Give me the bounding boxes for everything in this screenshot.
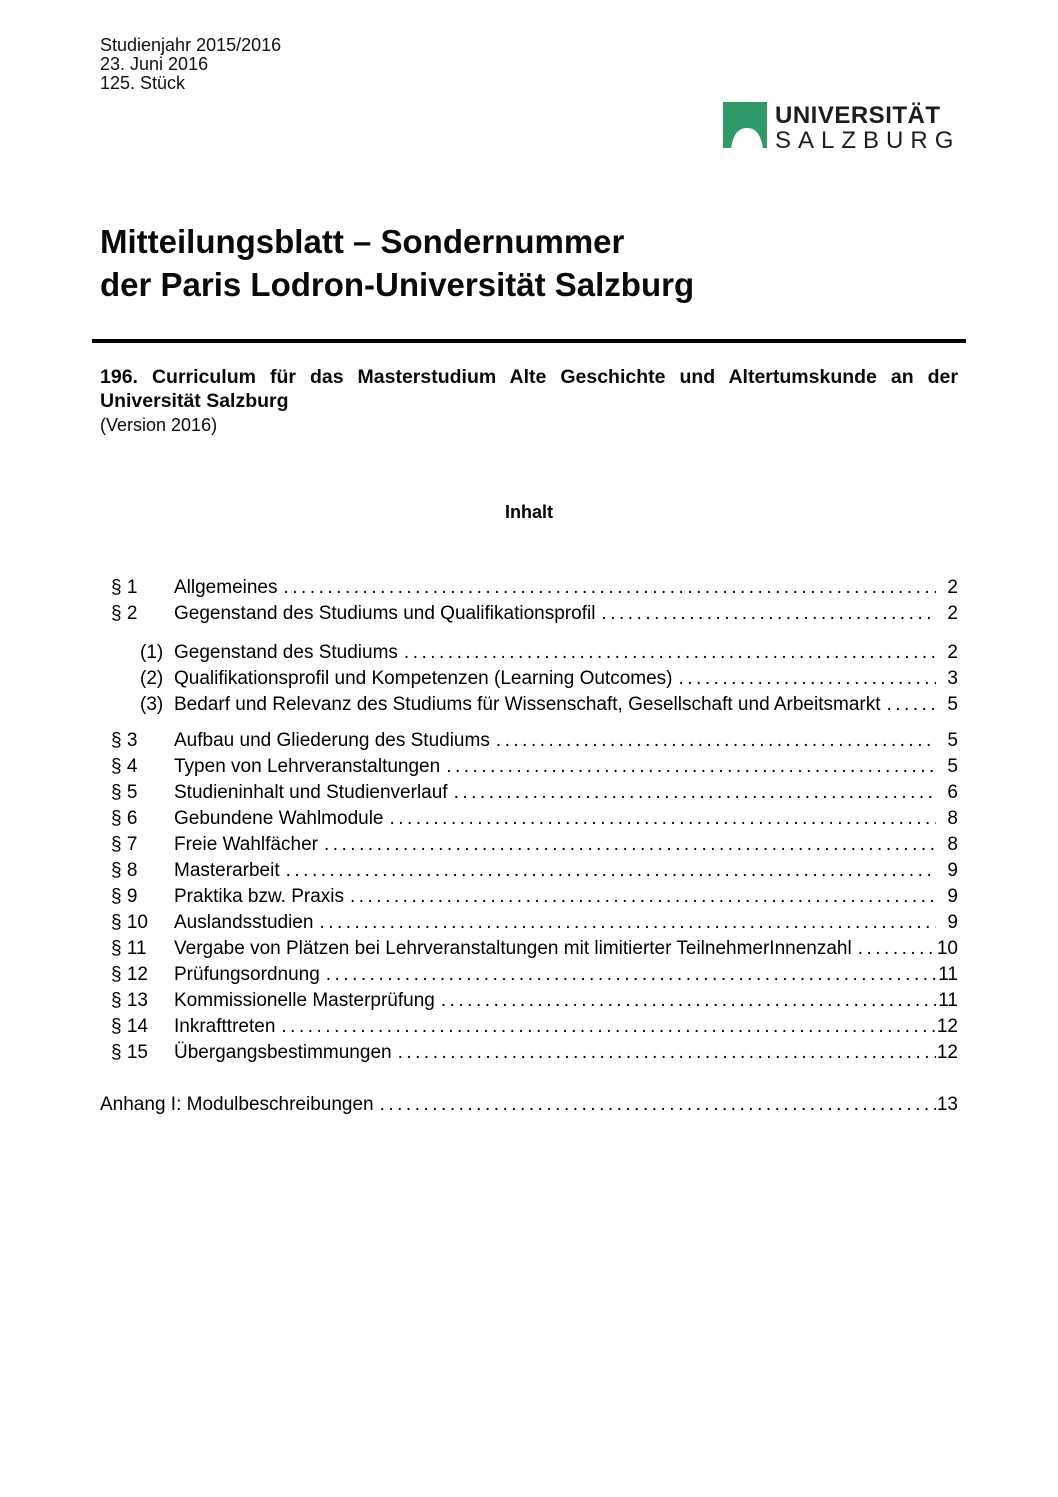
toc-entry [100, 962, 958, 988]
toc-entry-label: Praktika bzw. Praxis [174, 886, 344, 907]
toc-page-number: 2 [947, 642, 958, 663]
header-date: 23. Juni 2016 [100, 54, 209, 74]
dot-leader [344, 884, 936, 910]
toc-entry-number: § 14 [111, 1016, 148, 1037]
dot-leader [374, 1092, 936, 1118]
toc-entry [100, 1014, 958, 1040]
toc-entry [100, 806, 958, 832]
toc-entry-label: Qualifikationsprofil und Kompetenzen (Learning Outcomes) [174, 668, 673, 689]
toc-entry [100, 858, 958, 884]
toc-entry-number: § 9 [111, 886, 138, 907]
toc-entry-label: Kommissionelle Masterprüfung [174, 990, 435, 1011]
dot-leader [313, 910, 936, 936]
toc-page-number: 9 [947, 860, 958, 881]
toc-appendix-entry [100, 1092, 958, 1118]
toc-entry-label: Freie Wahlfächer [174, 834, 318, 855]
university-dome-icon [723, 102, 769, 160]
logo-wordmark-line2: SALZBURG [775, 127, 961, 154]
dot-leader [881, 692, 937, 718]
dot-leader [275, 1014, 936, 1040]
toc-entry-label: Auslandsstudien [174, 912, 314, 933]
toc-page-number: 13 [936, 1094, 958, 1115]
toc-entry-number: § 6 [111, 808, 138, 829]
header-study-year: Studienjahr 2015/2016 [100, 35, 282, 55]
toc-entry [100, 832, 958, 858]
toc-entry-number: § 3 [111, 730, 138, 751]
toc-entry-number: § 8 [111, 860, 138, 881]
toc-page-number: 9 [947, 912, 958, 933]
page-title [100, 220, 694, 306]
university-logo [723, 102, 960, 160]
toc-entry-label: Aufbau und Gliederung des Studiums [174, 730, 490, 751]
dot-leader [384, 806, 937, 832]
article-heading [100, 366, 958, 436]
toc-entry-label: Studieninhalt und Studienverlauf [174, 782, 448, 803]
toc-entry-label: Typen von Lehrveranstaltungen [174, 756, 441, 777]
toc-entry-number: § 10 [111, 912, 148, 933]
toc-entry [100, 884, 958, 910]
toc-entry [100, 1040, 958, 1066]
dot-leader [278, 575, 937, 601]
toc-entry [100, 575, 958, 601]
dot-leader [318, 832, 936, 858]
toc-entry-label: Gebundene Wahlmodule [174, 808, 384, 829]
toc-page-number: 5 [947, 756, 958, 777]
toc-entry-number: (1) [140, 642, 164, 663]
toc-entry-number: § 7 [111, 834, 138, 855]
toc-title: Inhalt [505, 502, 553, 522]
toc-page-number: 6 [947, 782, 958, 803]
toc-page-number: 9 [947, 886, 958, 907]
toc-entry [100, 692, 958, 718]
toc-entry [100, 666, 958, 692]
toc-entry-number: § 15 [111, 1042, 148, 1063]
toc-entry-label: Übergangsbestimmungen [174, 1042, 392, 1063]
toc-entry [100, 601, 958, 627]
toc-entry-number: § 2 [111, 603, 138, 624]
toc-entry-label: Gegenstand des Studiums [174, 642, 398, 663]
toc-page-number: 12 [936, 1042, 958, 1063]
version-note: (Version 2016) [100, 415, 218, 435]
logo-wordmark [775, 102, 960, 153]
toc-entry-number: § 11 [111, 938, 147, 959]
dot-leader [435, 988, 936, 1014]
table-of-contents [100, 575, 958, 1118]
logo-wordmark-line1: UNIVERSITÄT [775, 102, 941, 129]
toc-page-number: 2 [947, 577, 958, 598]
dot-leader [440, 754, 936, 780]
document-header [100, 36, 281, 93]
dot-leader [280, 858, 936, 884]
toc-entry-label: Inkrafttreten [174, 1016, 276, 1037]
toc-page-number: 5 [947, 730, 958, 751]
toc-page-number: 8 [947, 834, 958, 855]
toc-entry-number: § 12 [111, 964, 148, 985]
dot-leader [448, 780, 936, 806]
page-title-line1: Mitteilungsblatt – Sondernummer [100, 223, 625, 260]
toc-entry [100, 754, 958, 780]
toc-entry-number: § 5 [111, 782, 138, 803]
toc-entry [100, 988, 958, 1014]
toc-entry-label: Bedarf und Relevanz des Studiums für Wissenschaft, Gesellschaft und Arbeitsmarkt [174, 694, 881, 715]
toc-page-number: 11 [938, 964, 958, 985]
toc-entry-label: Masterarbeit [174, 860, 280, 881]
toc-page-number: 11 [938, 990, 958, 1011]
dot-leader [852, 936, 936, 962]
toc-entry-label: Vergabe von Plätzen bei Lehrveranstaltungen mit limitierter TeilnehmerInnenzahl [174, 938, 852, 959]
toc-entry-label: Anhang I: Modulbeschreibungen [100, 1094, 374, 1115]
dot-leader [673, 666, 937, 692]
toc-entry-label: Allgemeines [174, 577, 278, 598]
toc-page-number: 2 [947, 603, 958, 624]
toc-page-number: 3 [947, 668, 958, 689]
dot-leader [595, 601, 936, 627]
toc-entry-number: § 4 [111, 756, 138, 777]
dot-leader [490, 728, 936, 754]
toc-entry-number: § 1 [111, 577, 138, 598]
article-heading-line1: 196. Curriculum für das Masterstudium Alte Geschichte und Altertumskunde an der [100, 366, 958, 388]
article-heading-line2: Universität Salzburg [100, 389, 289, 412]
header-issue-number: 125. Stück [100, 73, 186, 93]
toc-entry-label: Gegenstand des Studiums und Qualifikationsprofil [174, 603, 596, 624]
toc-entry [100, 910, 958, 936]
toc-page-number: 5 [947, 694, 958, 715]
dot-leader [398, 640, 936, 666]
toc-entry-number: (2) [140, 668, 164, 689]
toc-entry-label: Prüfungsordnung [174, 964, 320, 985]
toc-entry [100, 936, 958, 962]
toc-entry [100, 728, 958, 754]
toc-page-number: 10 [936, 938, 958, 959]
dot-leader [392, 1040, 936, 1066]
page-title-line2: der Paris Lodron-Universität Salzburg [100, 266, 695, 303]
toc-entry [100, 640, 958, 666]
toc-entry-number: § 13 [111, 990, 148, 1011]
toc-page-number: 12 [936, 1016, 958, 1037]
divider-rule [92, 339, 966, 343]
toc-entry-number: (3) [140, 694, 164, 715]
toc-entry [100, 780, 958, 806]
toc-page-number: 8 [947, 808, 958, 829]
dot-leader [320, 962, 936, 988]
